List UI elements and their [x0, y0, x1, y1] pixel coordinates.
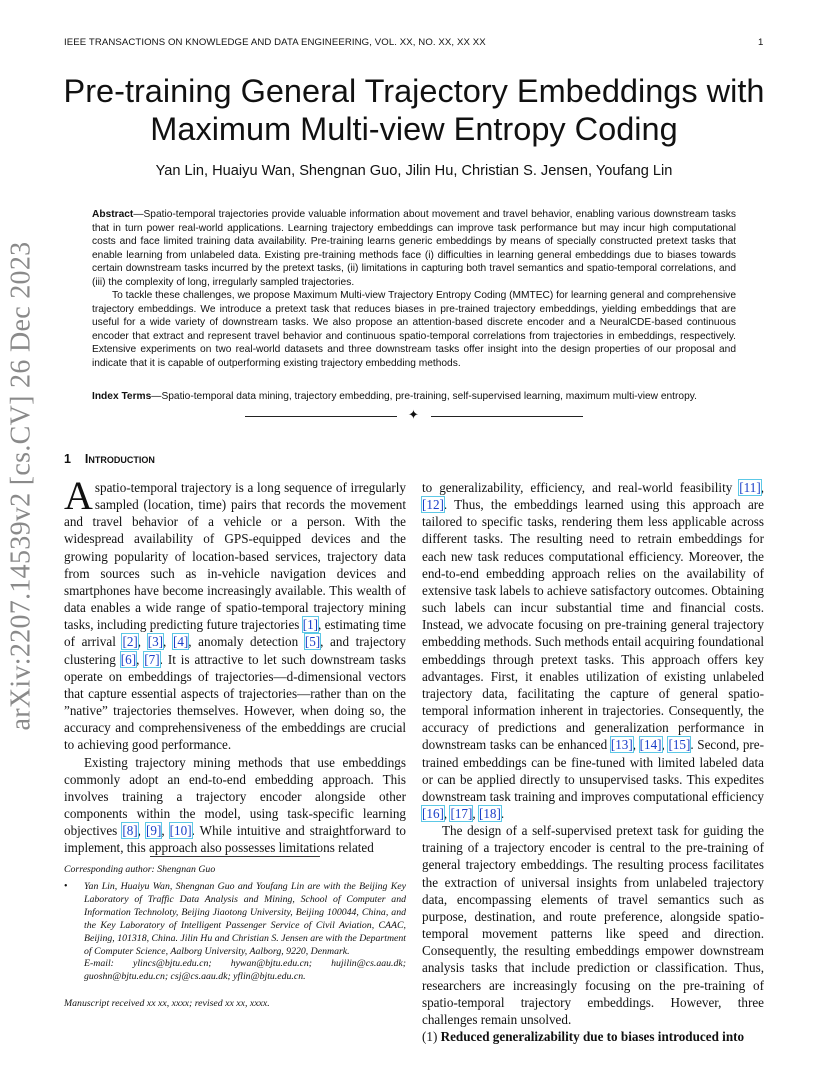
- citation-link[interactable]: [3]: [147, 634, 164, 650]
- section-title: Introduction: [84, 452, 155, 466]
- citation-link[interactable]: [11]: [739, 480, 761, 495]
- title-line-1: Pre-training General Trajectory Embeddings with: [63, 73, 765, 109]
- text-run: . While intuitive and straightforward to implement, this approach also possesses limitations related: [64, 823, 406, 856]
- citation-link[interactable]: [15]: [668, 737, 691, 753]
- intro-paragraph-5: [422, 1028, 764, 1045]
- text-run: ,: [632, 737, 640, 753]
- text-run: ,: [163, 634, 173, 650]
- citation-link[interactable]: [4]: [172, 634, 189, 650]
- abstract-label: Abstract: [92, 209, 134, 220]
- abstract-paragraph-2: To tackle these challenges, we propose Maximum Multi-view Trajectory Entropy Coding (MMTEC) for learning general and comprehensive trajectory embeddings. We introduce a pretext task that reduces biases in pre-trained trajectory embeddings, yielding embeddings that are useful for a wide variety of downstream tasks. We also propose an attention-based discrete encoder and a NeuralCDE-based continuous encoder that extract and represent travel behavior and continuous spatio-temporal correlations from trajectories in embeddings, respectively. Extensive experiments on two real-world datasets and three downstream tasks offer insight into the design properties of our proposal and indicate that it is capable of outperforming existing trajectory embedding methods.: [92, 290, 736, 369]
- arxiv-stamp-text: arXiv:2207.14539v2 [cs.CV] 26 Dec 2023: [5, 241, 37, 731]
- text-run: ,: [137, 823, 146, 839]
- text-run: ,: [443, 805, 451, 821]
- affiliation-body: Yan Lin, Huaiyu Wan, Shengnan Guo and Youfang Lin are with the Beijing Key Laboratory of Traffic Data Analysis and Mining, School of Computer and Information Technoloty, Beijing Jiaotong University, Beijing 100044, China, and the Key Laboratory of Intelligent Passenger Service of Civil Aviation, CAAC, Beijing, 101318, China. Jilin Hu and Christian S. Jensen are with the Department of Computer Science, Aalborg University, Aalborg, 9220, Denmark.: [84, 881, 406, 957]
- arxiv-stamp[interactable]: [5, 241, 37, 731]
- left-column: [64, 473, 406, 856]
- citation-link[interactable]: [17]: [450, 805, 473, 821]
- corresponding-author-note: Corresponding author: Shengnan Guo: [64, 864, 216, 875]
- challenge-number: (1): [422, 1029, 441, 1044]
- text-run: . Second, pre-trained embeddings can be fine-tuned with limited labeled data or can be applied directly to unsupervised tasks. This expedites downstream task training and improves computational efficiency: [422, 737, 764, 804]
- section-number: 1: [64, 452, 71, 466]
- challenge-heading: Reduced generalizability due to biases introduced into: [440, 1029, 745, 1044]
- citation-link[interactable]: [12]: [422, 497, 444, 513]
- separator-rule-left: [245, 416, 397, 417]
- citation-link[interactable]: [8]: [122, 823, 138, 839]
- footnote-rule: [150, 856, 320, 857]
- index-terms-label: Index Terms: [92, 391, 152, 402]
- text-run: . Thus, the embeddings learned using this approach are tailored to specific tasks, rendering them less applicable across different tasks. The resulting need to retrain embeddings for each new task reduces computational efficiency. Moreover, the end-to-end embedding approach relies on the availability of extensive task labels to achieve satisfactory outcomes. Obtaining such labels can incur substantial time and financial costs. Instead, we advocate focusing on pre-training general trajectory embedding methods. Such methods entail acquiring foundational embeddings through pretext tasks. This approach offers key advantages. First, it enables utilization of existing unlabeled trajectory data, facilitating the capture of general spatio-temporal information inherent in trajectories. Consequently, the accuracy of predictions and generalization performance in downstream tasks can be enhanced: [422, 497, 764, 753]
- text-run: , estimating time of arrival: [64, 617, 406, 650]
- text-run: spatio-temporal trajectory is a long sequence of irregularly sampled (location, time) pairs that records the movement and travel behavior of a vehicle or a person. With the widespread availability of GPS-equipped devices and the growing popularity of location-based services, trajectory data from sources such as in-vehicle navigation devices and smartphones have become increasingly available. This wealth of data enables a wide range of spatio-temporal trajectory mining tasks, including predicting future trajectories: [64, 480, 406, 633]
- intro-paragraph-3: to generalizability, efficiency, and real-world feasibility [11], [12]. Thus, the embeddings learned using this approach are tailored to specific tasks, rendering them less applicable across different tasks. The resulting need to retrain embeddings for each new task reduces computational efficiency. Moreover, the end-to-end embedding approach relies on the availability of extensive task labels to achieve satisfactory outcomes. Obtaining such labels can incur substantial time and financial costs. Instead, we advocate focusing on pre-training general trajectory embedding methods. Such methods entail acquiring foundational embeddings through pretext tasks. This approach offers key advantages. First, it enables utilization of existing unlabeled trajectory data, facilitating the capture of general spatio-temporal information inherent in trajectories. Consequently, the accuracy of predictions and generalization performance in downstream tasks can be enhanced [13], [14], [15]. Second, pre-trained embeddings can be fine-tuned with limited labeled data or can be applied directly to unsupervised tasks. This expedites downstream task training and improves computational efficiency [16], [17], [18].: [422, 480, 764, 821]
- text-run: ,: [472, 805, 479, 821]
- abstract-paragraph-1: [92, 208, 736, 289]
- page-number: 1: [758, 37, 764, 48]
- separator-ornament: ✦: [408, 407, 419, 422]
- text-run: to generalizability, efficiency, and real-world feasibility: [422, 480, 740, 495]
- text-run: ,: [161, 823, 170, 839]
- abstract-text-1: —Spatio-temporal trajectories provide valuable information about movement and travel behavior, enabling various downstream tasks that in turn power real-world applications. Learning trajectory embeddings can improve task performance but may incur high computational costs and face limited training data availability. Pre-training learns generic embeddings by means of specially constructed pretext tasks that enable learning from unlabeled data. Existing pre-training methods face (i) difficulties in learning general embeddings due to biases towards certain downstream tasks incurred by the pretext tasks, (ii) limitations in capturing both travel semantics and spatio-temporal correlations, and (iii) the complexity of long, irregularly sampled trajectories.: [92, 209, 736, 288]
- author-list: Yan Lin, Huaiyu Wan, Shengnan Guo, Jilin Hu, Christian S. Jensen, Youfang Lin: [155, 163, 673, 179]
- text-run: , anomaly detection: [188, 634, 305, 650]
- text-run: ,: [137, 634, 148, 650]
- right-column: [422, 479, 764, 1045]
- section-heading: [64, 452, 155, 466]
- citation-link[interactable]: [1]: [302, 617, 319, 633]
- intro-paragraph-4: The design of a self-supervised pretext task for guiding the training of a trajectory encoder is central to the pre-training of general trajectory embeddings. The resulting process facilitates the extraction of universal insights from unlabeled trajectory data, encompassing elements of travel semantics such as purpose, destination, and route preference, alongside spatio-temporal movement patterns like speed and direction. Consequently, the resulting embeddings empower downstream analysis tasks that include prediction or classification. Thus, researchers are increasingly focusing on the pre-training of spatio-temporal trajectory embeddings. However, three challenges remain unsolved.: [422, 823, 764, 1027]
- drop-cap: A: [64, 473, 93, 518]
- text-run: Existing trajectory mining methods that use embeddings commonly adopt an end-to-end embedding approach. This involves training a trajectory encoder alongside other components within the model, using task-specific learning objectives: [64, 754, 406, 839]
- citation-link[interactable]: [18]: [478, 805, 501, 821]
- intro-paragraph-2: [64, 754, 406, 857]
- email-list: E-mail: ylincs@bjtu.edu.cn; hywan@bjtu.edu.cn; hujilin@cs.aau.dk; guoshn@bjtu.edu.cn; csj@cs.aau.dk; yflin@bjtu.edu.cn.: [84, 958, 406, 983]
- citation-link[interactable]: [16]: [422, 805, 444, 821]
- citation-link[interactable]: [13]: [610, 737, 633, 753]
- text-run: , and trajectory clustering: [64, 634, 406, 667]
- citation-link[interactable]: [5]: [304, 634, 321, 650]
- text-run: . It is attractive to let such downstream tasks operate on embeddings of trajectories—d-dimensional vectors that capture essential aspects of trajectories—rather than on the ”native” trajectories themselves. However, when doing so, the accuracy and comprehensiveness of the embeddings are crucial to achieving good performance.: [64, 651, 406, 753]
- abstract: [92, 208, 736, 370]
- citation-link[interactable]: [2]: [122, 634, 138, 650]
- affiliation-text: [84, 881, 406, 984]
- text-run: ,: [661, 737, 669, 753]
- citation-link[interactable]: [10]: [169, 823, 192, 839]
- intro-paragraph-1: [64, 473, 406, 754]
- citation-link[interactable]: [9]: [146, 823, 162, 839]
- separator-rule-right: [431, 416, 583, 417]
- running-head: IEEE TRANSACTIONS ON KNOWLEDGE AND DATA ENGINEERING, VOL. XX, NO. XX, XX XX: [64, 37, 486, 48]
- title-line-2: Maximum Multi-view Entropy Coding: [150, 111, 678, 147]
- bullet-icon: •: [64, 881, 68, 892]
- citation-link[interactable]: [7]: [144, 651, 160, 667]
- text-run: ,: [136, 651, 145, 667]
- citation-link[interactable]: [6]: [120, 651, 137, 667]
- text-run: ,: [760, 480, 764, 495]
- paper-title: [40, 72, 788, 148]
- citation-link[interactable]: [14]: [639, 737, 662, 753]
- index-terms: [92, 390, 736, 404]
- manuscript-note: Manuscript received xx xx, xxxx; revised xx xx, xxxx.: [64, 998, 270, 1009]
- index-terms-text: —Spatio-temporal data mining, trajectory embedding, pre-training, self-supervised learning, maximum multi-view entropy.: [151, 391, 697, 402]
- affiliation-note: [64, 881, 406, 984]
